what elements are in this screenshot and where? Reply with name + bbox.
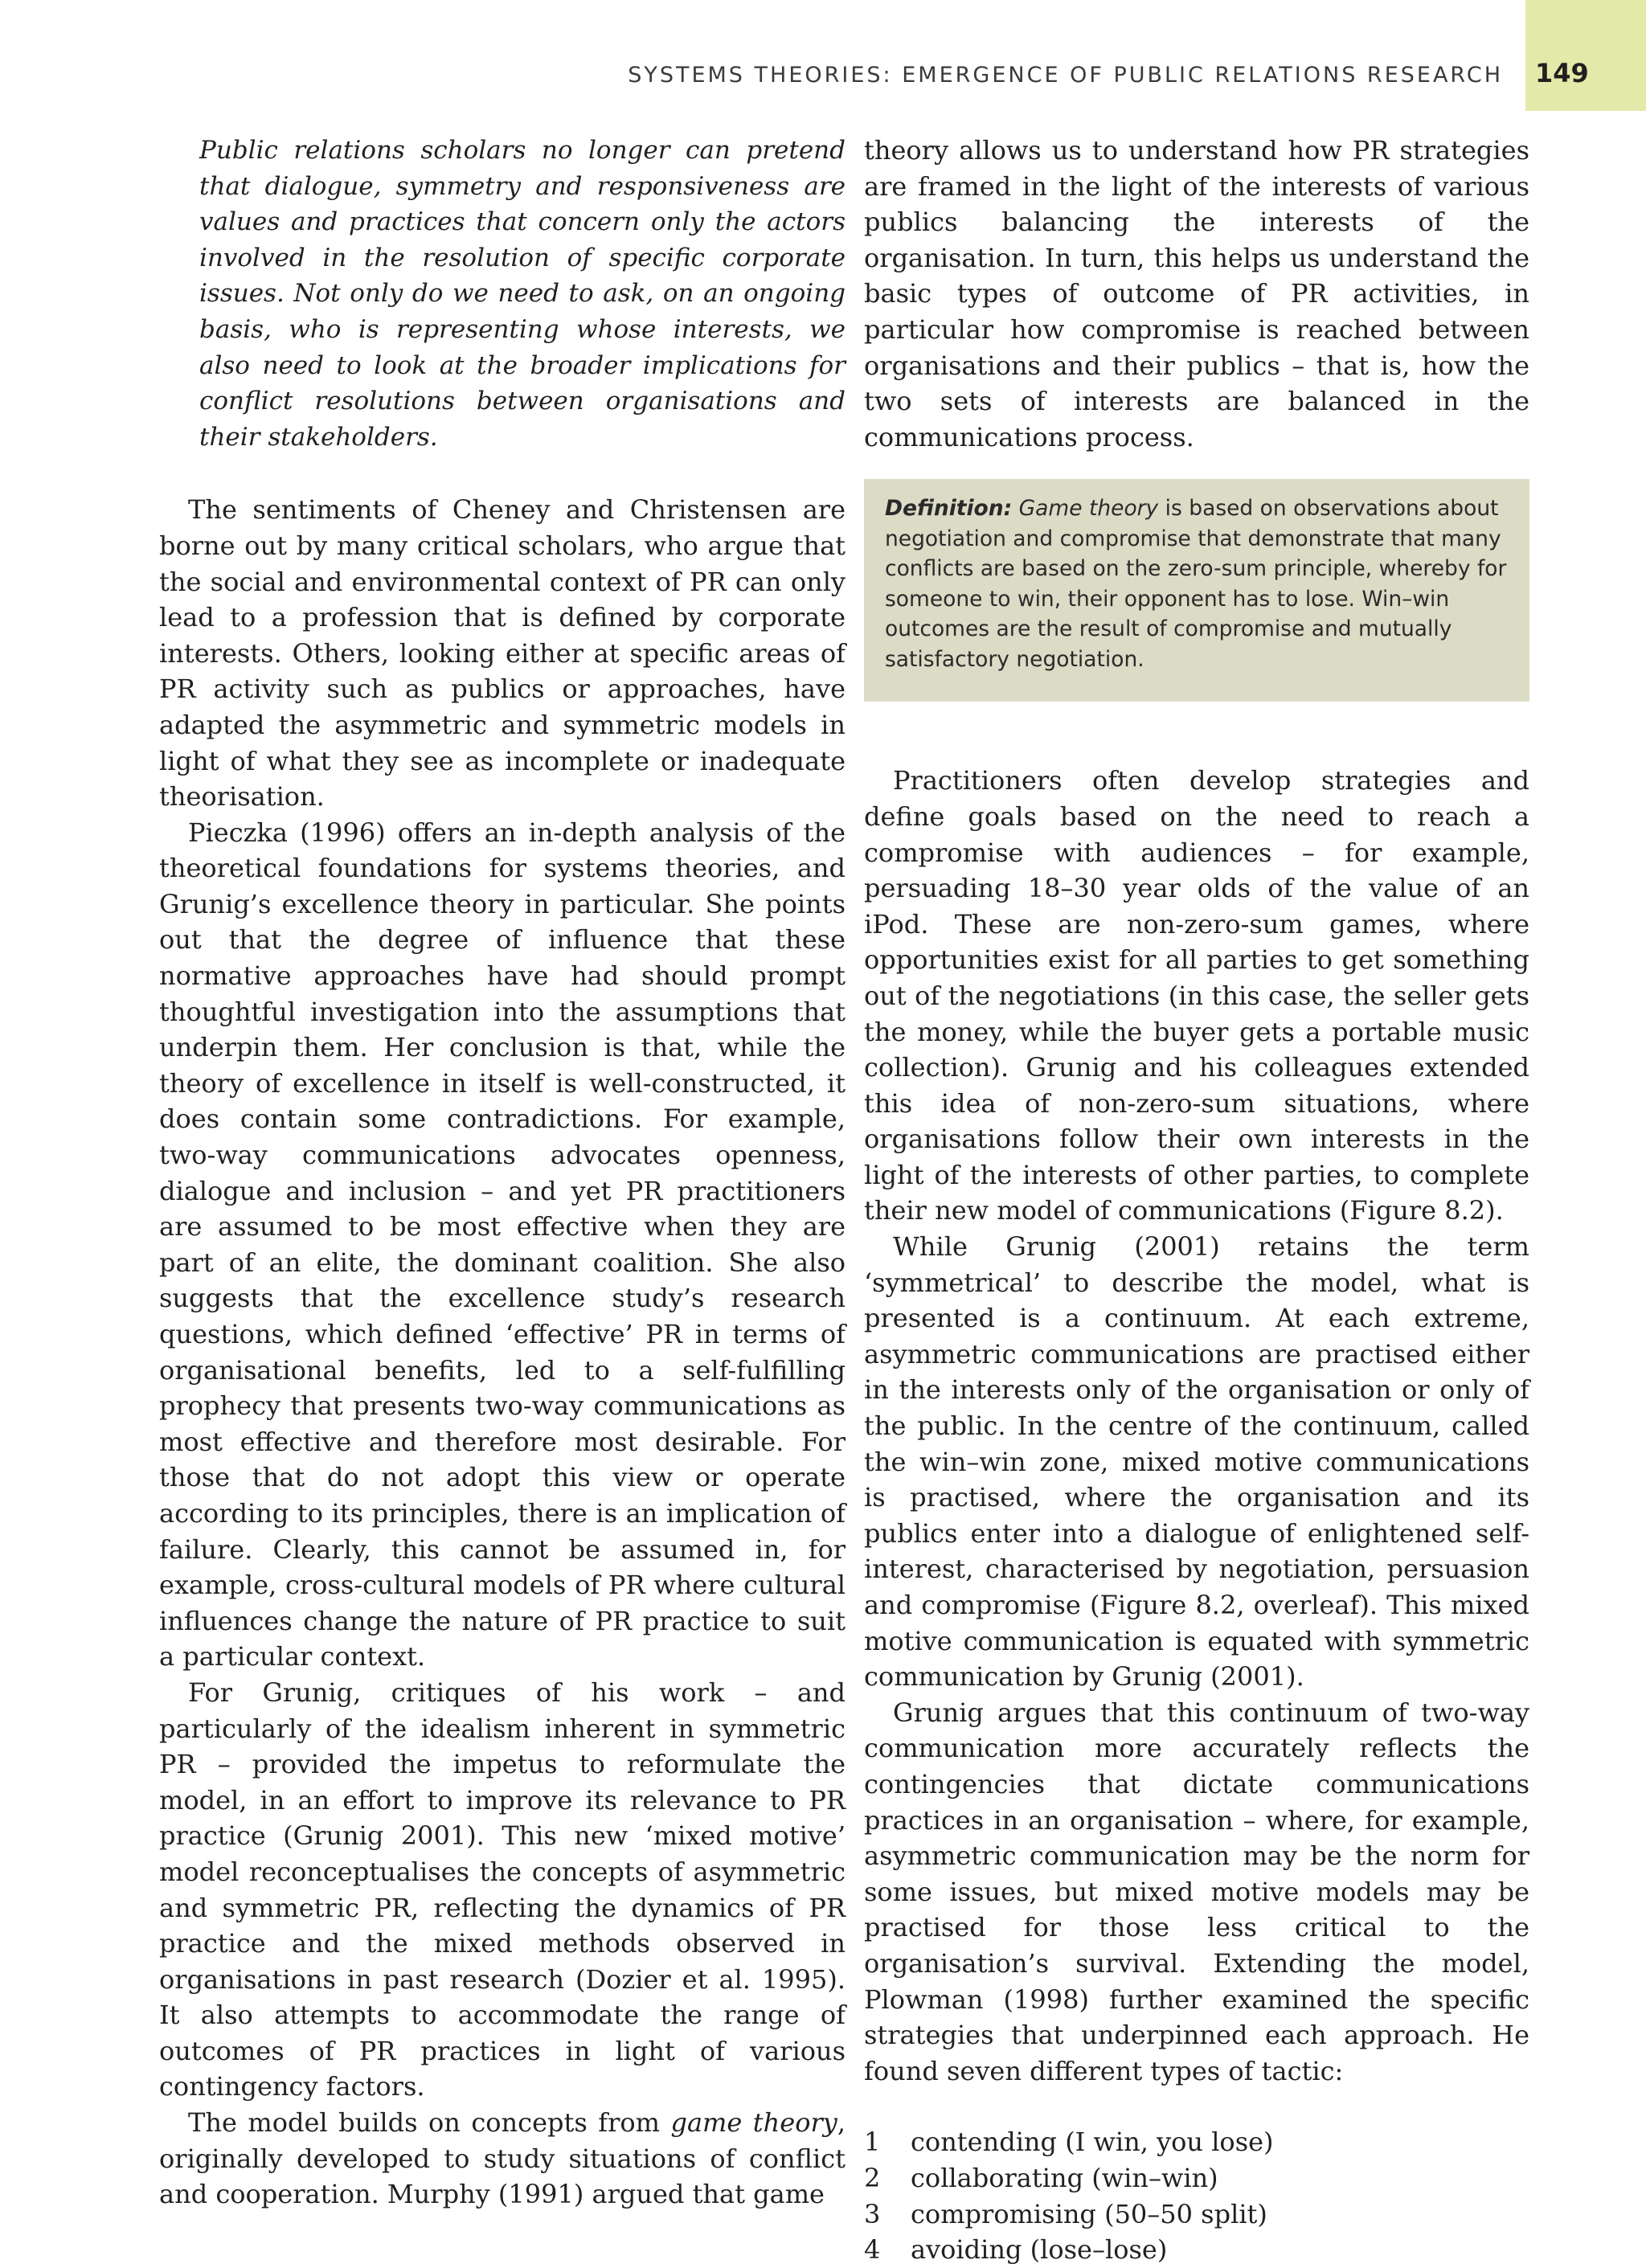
definition-text: is based on observations about negotiation and compromise that demonstrate that many conflicts are based on the zero-sum principle, whereby for someone to win, their opponent has to lose. Win–win outcomes are the result of compromise and mutually satisfactory negotiation. <box>885 496 1507 672</box>
list-text: compromising (50–50 split) <box>911 2198 1267 2229</box>
list-text: collaborating (win–win) <box>911 2162 1218 2193</box>
list-text: avoiding (lose–lose) <box>911 2234 1168 2266</box>
right-column <box>864 133 1529 2268</box>
list-number: 1 <box>864 2127 881 2158</box>
body-paragraph: Practitioners often develop strategies and define goals based on the need to reach a compromise with audiences – for example, persuading 18–30 year olds of the value of an iPod. These are non-zero-sum games, where opportunities exist for all parties to get something out of the negotiations (in this case, the seller gets the money, while the buyer gets a portable music collection). Grunig and his colleagues extended this idea of non-zero-sum situations, where organisations follow their own interests in the light of the interests of other parties, to complete their new model of communications (Figure 8.2). <box>864 765 1529 1226</box>
block-quote: Public relations scholars no longer can pretend that dialogue, symmetry and responsiveness are values and practices that concern only the actors involved in the resolution of specific corporate issues. Not only do we need to ask, on an ongoing basis, who is representing whose interests, we also need to look at the broader implications for conflict resolutions between organisations and their stakeholders. <box>199 136 846 452</box>
body-paragraph <box>159 2105 846 2213</box>
definition-label: Definition: <box>885 496 1013 522</box>
body-paragraph: Pieczka (1996) offers an in-depth analysis of the theoretical foundations for systems theories, and Grunig’s excellence theory in particular. She points out that the degree of influence that these normative approaches have had should prompt thoughtful investigation into the assumptions that underpin them. Her conclusion is that, while the theory of excellence in itself is well-constructed, it does contain some contradictions. For example, two-way communications advocates openness, dialogue and inclusion – and yet PR practitioners are assumed to be most effective when they are part of an elite, the dominant coalition. She also suggests that the excellence study’s research questions, which defined ‘effective’ PR in terms of organisational benefits, led to a self-fulfilling prophecy that presents two-way communications as most effective and therefore most desirable. For those that do not adopt this view or operate according to its principles, there is an implication of failure. Clearly, this cannot be assumed in, for example, cross-cultural models of PR where cultural influences change the nature of PR practice to suit a particular context. <box>159 817 846 1672</box>
definition-box <box>864 479 1529 702</box>
left-column <box>159 133 846 2213</box>
tactic-list <box>864 2124 1529 2267</box>
key-term: game theory <box>670 2107 837 2139</box>
body-paragraph: Grunig argues that this continuum of two-way communication more accurately reflects the contingencies that dictate communications practices in an organisation – where, for example, asymmetric communication may be the norm for some issues, but mixed motive models may be practised for those less critical to the organisation’s survival. Extending the model, Plowman (1998) further examined the specific strategies that underpinned each approach. He found seven different types of tactic: <box>864 1697 1529 2086</box>
list-item <box>864 2124 1529 2160</box>
page-number: 149 <box>1535 58 1589 88</box>
text-run: , originally developed to study situations of conflict and cooperation. Murphy (1991) argued that game <box>159 2107 846 2210</box>
list-text: contending (I win, you lose) <box>911 2127 1274 2158</box>
running-header: SYSTEMS THEORIES: EMERGENCE OF PUBLIC RELATIONS RESEARCH <box>628 63 1503 88</box>
body-paragraph: The sentiments of Cheney and Christensen are borne out by many critical scholars, who argue that the social and environmental context of PR can only lead to a profession that is defined by corporate interests. Others, looking either at specific areas of PR activity such as publics or approaches, have adapted the asymmetric and symmetric models in light of what they see as incomplete or inadequate theorisation. <box>159 494 846 813</box>
page-number-tab <box>1525 0 1646 111</box>
body-paragraph: For Grunig, critiques of his work – and particularly of the idealism inherent in symmetric PR – provided the impetus to reformulate the model, in an effort to improve its relevance to PR practice (Grunig 2001). This new ‘mixed motive’ model reconceptualises the concepts of asymmetric and symmetric PR, reflecting the dynamics of PR practice and the mixed methods observed in organisations in past research (Dozier et al. 1995). It also attempts to accommodate the range of outcomes of PR practices in light of various contingency factors. <box>159 1676 846 2102</box>
body-paragraph: While Grunig (2001) retains the term ‘symmetrical’ to describe the model, what is presented is a continuum. At each extreme, asymmetric communications are practised either in the interests only of the organisation or only of the public. In the centre of the continuum, called the win–win zone, mixed motive communications is practised, where the organisation and its publics enter into a dialogue of enlightened self-interest, characterised by negotiation, persuasion and compromise (Figure 8.2, overleaf). This mixed motive communication is equated with symmetric communication by Grunig (2001). <box>864 1231 1529 1693</box>
list-item <box>864 2232 1529 2268</box>
list-item <box>864 2160 1529 2196</box>
list-number: 3 <box>864 2198 881 2229</box>
list-item <box>864 2196 1529 2233</box>
list-number: 4 <box>864 2234 881 2266</box>
definition-term: Game theory <box>1018 496 1159 522</box>
body-paragraph: theory allows us to understand how PR strategies are framed in the light of the interests of various publics balancing the interests of the organisation. In turn, this helps us understand the basic types of outcome of PR activities, in particular how compromise is reached between organisations and their publics – that is, how the two sets of interests are balanced in the communications process. <box>864 135 1529 452</box>
list-number: 2 <box>864 2162 881 2193</box>
text-run: The model builds on concepts from <box>188 2107 671 2139</box>
